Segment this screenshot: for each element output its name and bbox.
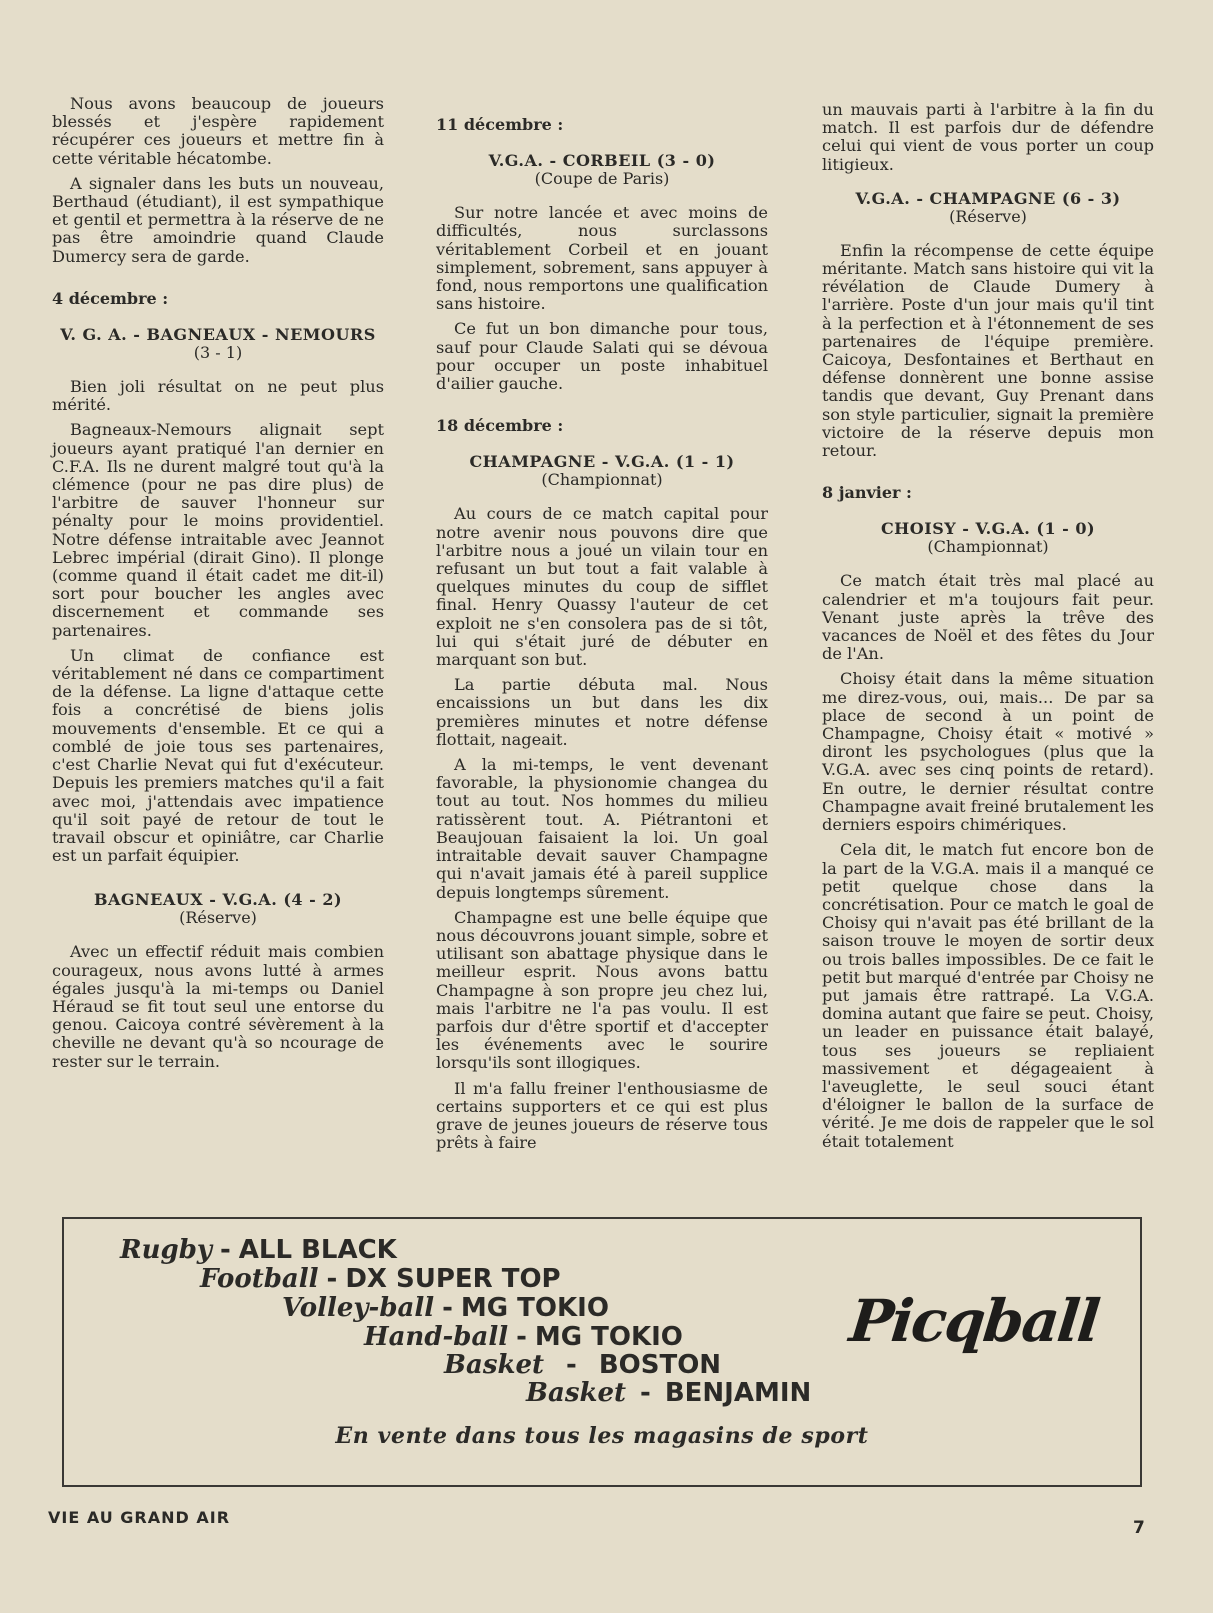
ad-dash: - bbox=[640, 1378, 651, 1408]
paragraph: A la mi-temps, le vent devenant favorable, la physionomie changea du tout au tout. Nos hommes du milieu ratissèrent tout. A. Piétrantoni et Beaujouan faisaient la loi. Un goal intraitable devait sauver Champagne qui n'avait jamais été à pareil supplice depuis longtemps sûrement. bbox=[436, 755, 768, 902]
ad-product-line bbox=[444, 1350, 721, 1380]
ad-model: MG TOKIO bbox=[460, 1293, 609, 1323]
match-subtitle: (Championnat) bbox=[541, 470, 663, 490]
ad-product-line bbox=[200, 1264, 561, 1294]
ad-sport: Hand-ball bbox=[364, 1322, 509, 1352]
column-2 bbox=[436, 116, 768, 1159]
ad-sport: Volley-ball bbox=[282, 1293, 435, 1323]
paragraph: Champagne est une belle équipe que nous découvrons jouant simple, sobre et utilisant son abattage physique dans le meilleur esprit. Nous avons battu Champagne à son propre jeu chez lui, mais l'arbitre ne l'a pas voulu. Il est parfois dur d'être sportif et d'accepter les événements avec le sourire lorsqu'ils sont illogiques. bbox=[436, 907, 768, 1073]
paragraph: Enfin la récompense de cette équipe méritante. Match sans histoire qui vit la révélation de Claude Dumery à l'arrière. Poste d'un jour mais qu'il tint à la perfection et à l'étonnement de ses partenaires de l'équipe première. Caicoya, Desfontaines et Berthaut en défense donnèrent une bonne assise tandis que devant, Guy Prenant dans son style particulier, signait la première victoire de la réserve depuis mon retour. bbox=[822, 240, 1154, 461]
paragraph: Bien joli résultat on ne peut plus mérité. bbox=[52, 377, 384, 415]
match-subtitle: (Réserve) bbox=[179, 908, 257, 928]
match-subtitle: (Réserve) bbox=[949, 206, 1027, 226]
paragraph: Ce fut un bon dimanche pour tous, sauf pour Claude Salati qui se dévoua pour occuper un poste inhabituel d'ailier gauche. bbox=[436, 319, 768, 394]
ad-dash: - bbox=[566, 1350, 577, 1380]
match-heading: V. G. A. - BAGNEAUX - NEMOURS bbox=[60, 325, 376, 345]
match-date: 4 décembre : bbox=[52, 288, 169, 308]
column-3 bbox=[822, 101, 1154, 1158]
ad-dash: - bbox=[326, 1264, 338, 1294]
paragraph: Un climat de confiance est véritablement né dans ce compartiment de la défense. La ligne d'attaque cette fois a concrétisé de biens jolis mouvements d'ensemble. Et ce qui a comblé de joie tous ses partenaires, c'est Charlie Nevat qui fut d'exécuteur. Depuis les premiers matches qu'il a fait avec moi, j'attendais avec impatience qu'il soit payé de retour de tout le travail obscur et opiniâtre, car Charlie est un parfait équipier. bbox=[52, 645, 384, 866]
ad-model: ALL BLACK bbox=[238, 1235, 397, 1265]
ad-product-line bbox=[120, 1235, 397, 1265]
paragraph: Choisy était dans la même situation me direz-vous, oui, mais... De par sa place de second à un point de Champagne, Choisy était « motivé » diront les psychologues (plus que la V.G.A. avec ses cinq points de retard). En outre, le dernier résultat contre Champagne avait freiné brutalement les derniers espoirs chimériques. bbox=[822, 669, 1154, 835]
paragraph: Au cours de ce match capital pour notre avenir nous pouvons dire que l'arbitre nous a joué un vilain tour en refusant un but tout a fait valable à quelques minutes du coup de sifflet final. Henry Quassy l'auteur de cet exploit ne s'en consolera pas de si tôt, lui qui s'était juré de débuter en marquant son but. bbox=[436, 504, 768, 670]
magazine-title: VIE AU GRAND AIR bbox=[48, 1508, 231, 1527]
paragraph: Sur notre lancée et avec moins de difficultés, nous surclassons véritablement Corbeil et en jouant simplement, sobrement, sans appuyer à fond, nous remportons une qualification sans histoire. bbox=[436, 203, 768, 314]
ad-dash: - bbox=[219, 1235, 231, 1265]
ad-sport: Basket bbox=[526, 1378, 627, 1408]
match-subtitle: (Championnat) bbox=[927, 537, 1049, 557]
match-heading: V.G.A. - CHAMPAGNE (6 - 3) bbox=[855, 188, 1121, 208]
ad-dash: - bbox=[442, 1293, 453, 1323]
paragraph: Bagneaux-Nemours alignait sept joueurs ayant pratiqué l'an dernier en C.F.A. Ils ne durent malgré tout qu'à la clémence (pour ne pas dire plus) de l'arbitre de sauver l'honneur sur pénalty pour le moins providentiel. Notre défense intraitable avec Jeannot Lebrec impérial (dirait Gino). Il plonge (comme quand il était cadet me dit-il) sort pour boucher les angles avec discernement et commande ses partenaires. bbox=[52, 420, 384, 640]
ad-product-line bbox=[282, 1293, 609, 1323]
match-heading: CHOISY - V.G.A. (1 - 0) bbox=[880, 519, 1096, 539]
paragraph: Ce match était très mal placé au calendrier et m'a toujours fait peur. Venant juste après la trêve des vacances de Noël et des fêtes du Jour de l'An. bbox=[822, 571, 1154, 664]
match-heading: BAGNEAUX - V.G.A. (4 - 2) bbox=[93, 890, 343, 910]
match-date: 11 décembre : bbox=[436, 115, 564, 134]
ad-model: MG TOKIO bbox=[534, 1322, 683, 1352]
paragraph: Cela dit, le match fut encore bon de la part de la V.G.A. mais il a manqué ce petit quelque chose dans la concrétisation. Pour ce match le goal de Choisy qui n'avait pas été brillant de la saison trouve le moyen de sortir deux ou trois balles impossibles. De ce fait le petit but marqué d'entrée par Choisy ne put jamais être rattrapé. La V.G.A. domina autant que faire se peut. Choisy, un leader en puissance était balayé, tous ses joueurs se repliaient massivement et dégageaient à l'aveuglette, le seul souci étant d'éloigner le ballon de la surface de vérité. Je me dois de rappeler que le sol était totalement bbox=[822, 840, 1154, 1151]
match-heading: V.G.A. - CORBEIL (3 - 0) bbox=[488, 151, 716, 171]
paragraph: La partie débuta mal. Nous encaissions un but dans les dix premières minutes et notre défense flottait, nageait. bbox=[436, 675, 768, 749]
ad-product-line bbox=[364, 1322, 683, 1352]
ad-tagline: En vente dans tous les magasins de sport bbox=[335, 1423, 869, 1449]
match-date: 8 janvier : bbox=[822, 483, 912, 503]
paragraph: Avec un effectif réduit mais combien courageux, nous avons lutté à armes égales jusqu'à la mi-temps ou Daniel Héraud se fit tout seul une entorse du genou. Caicoya contré sévèrement à la cheville ne devant qu'à so ncourage de rester sur le terrain. bbox=[52, 942, 384, 1071]
advertisement-box bbox=[62, 1217, 1142, 1487]
ad-sport: Basket bbox=[444, 1350, 545, 1380]
ad-sport: Rugby bbox=[120, 1235, 212, 1265]
match-score: (3 - 1) bbox=[193, 343, 243, 363]
page-number: 7 bbox=[1133, 1518, 1145, 1538]
column-1 bbox=[52, 95, 384, 1078]
paragraph: un mauvais parti à l'arbitre à la fin du match. Il est parfois dur de défendre celui qui vient de vous porter un coup litigieux. bbox=[822, 100, 1154, 174]
ad-product-line bbox=[526, 1378, 811, 1408]
paragraph: Il m'a fallu freiner l'enthousiasme de certains supporters et ce qui est plus grave de jeunes joueurs de réserve tous prêts à faire bbox=[436, 1078, 768, 1153]
ad-sport: Football bbox=[200, 1264, 319, 1294]
ad-dash: - bbox=[516, 1322, 527, 1352]
match-heading: CHAMPAGNE - V.G.A. (1 - 1) bbox=[469, 452, 735, 472]
paragraph: A signaler dans les buts un nouveau, Berthaud (étudiant), il est sympathique et gentil et permettra à la réserve de ne pas être amoindrie quand Claude Dumercy sera de garde. bbox=[52, 173, 384, 266]
ad-model: DX SUPER TOP bbox=[345, 1264, 561, 1294]
match-subtitle: (Coupe de Paris) bbox=[534, 169, 670, 189]
ad-model: BENJAMIN bbox=[664, 1378, 812, 1408]
paragraph: Nous avons beaucoup de joueurs blessés et j'espère rapidement récupérer ces joueurs et mettre fin à cette véritable hécatombe. bbox=[52, 94, 384, 168]
match-date: 18 décembre : bbox=[436, 416, 564, 436]
brand-logo: Picqball bbox=[846, 1287, 1102, 1355]
ad-model: BOSTON bbox=[598, 1350, 722, 1380]
